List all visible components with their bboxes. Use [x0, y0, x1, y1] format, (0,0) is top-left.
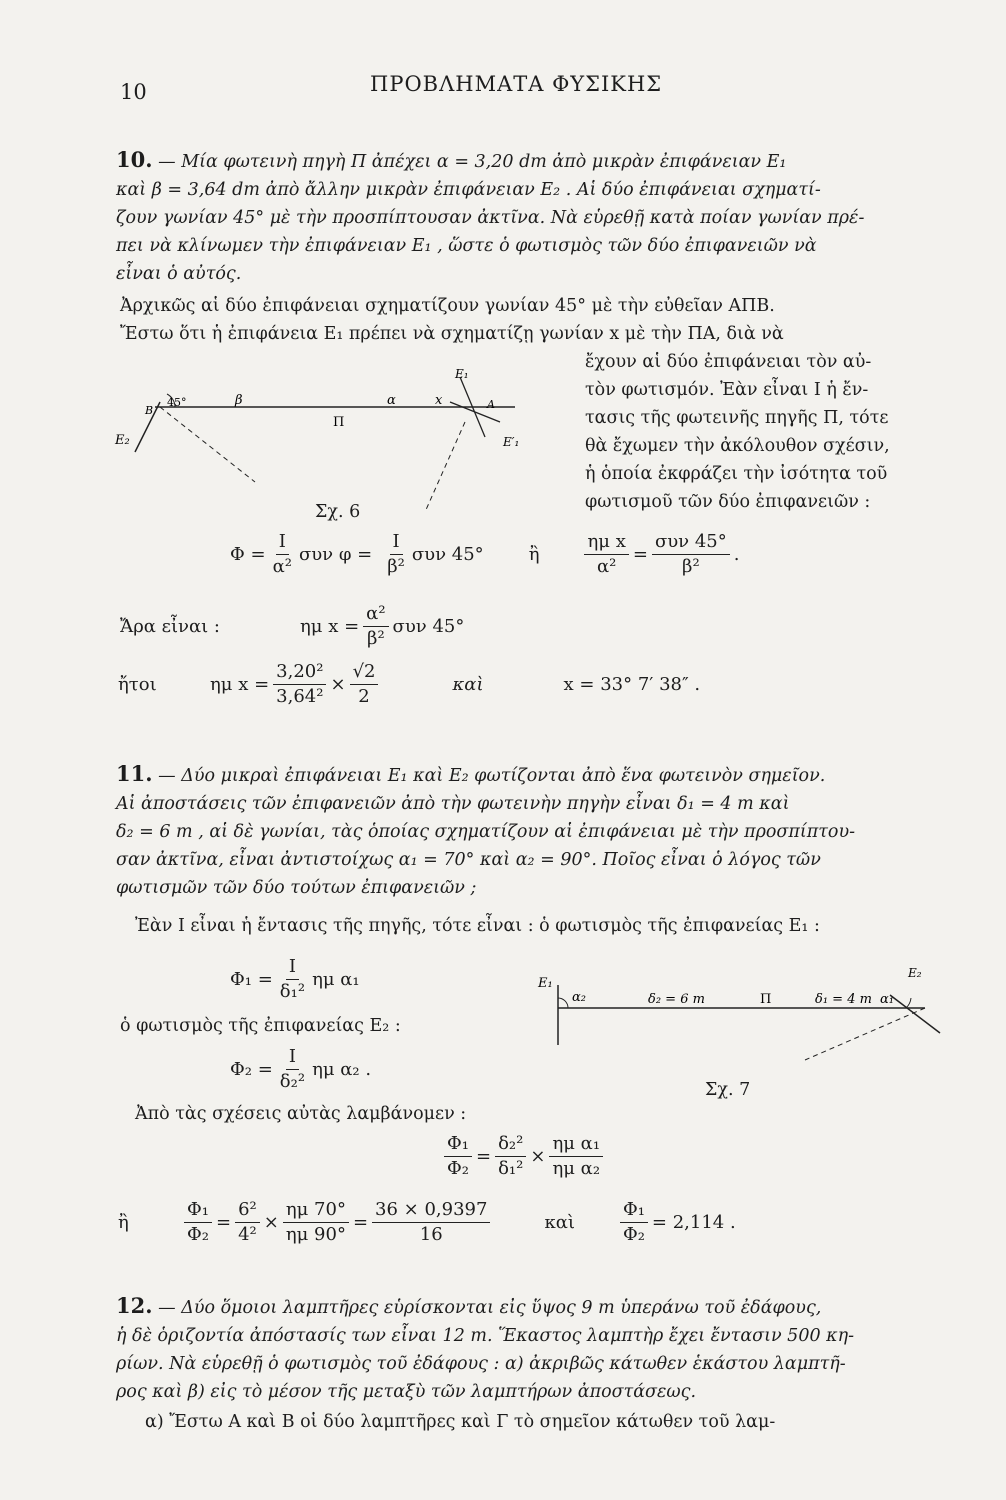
fig6-label-x: x [435, 393, 443, 408]
fig6-label-angle: 45° [167, 396, 187, 409]
fig7-label-d2: δ₂ = 6 m [648, 992, 705, 1007]
fig7-label-d1: δ₁ = 4 m [815, 992, 872, 1007]
equation-sin-x: Ἄρα εἶναι : ημ x = $\frac{\text{α²}}{\text{β²}}$ συν 45° [120, 603, 465, 649]
problem-number: 11. [116, 761, 153, 786]
fig6-label-e1-prime: E′₁ [503, 435, 520, 449]
problem-number: 10. [116, 147, 153, 172]
fig6-label-beta: β [235, 393, 243, 408]
fig7-label-pi: Π [760, 992, 772, 1007]
problem-11-from-text: Ἀπὸ τὰς σχέσεις αὐτὰς λαμβάνομεν : [135, 1104, 467, 1124]
problem-10-solution: Ἀρχικῶς αἱ δύο ἐπιφάνειαι σχηματίζουν γωνίαν 45° μὲ τὴν εὐθεῖαν ΑΠΒ. Ἔστω ὅτι ἡ ἐπιφάνεια E₁ πρέπει νὰ σχηματίζῃ γωνίαν x μὲ τὴν ΠΑ, διὰ νὰ [120, 296, 784, 344]
equation-final: ἢ $\frac{\text{Φ₁}}{\text{Φ₂}}$ = $\frac{\text{6²}}{\text{4²}}$ × $\frac{\eta\mu 70^\circ}{\eta\mu 90^\circ}$ = $\frac{36 \times 0,9397}{16}$ καὶ $\frac{\text{Φ₁}}{\text{Φ₂}}$ = 2,114 . [118, 1199, 736, 1245]
figure-6-caption: Σχ. 6 [315, 502, 361, 522]
fig7-label-e2: E₂ [908, 966, 922, 980]
problem-10-side-text: ἔχουν αἱ δύο ἐπιφάνειαι τὸν αὐ- τὸν φωτισμόν. Ἐὰν εἶναι I ἡ ἔν- τασις τῆς φωτεινῆς πηγῆς Π, τότε θὰ ἔχωμεν τὴν ἀκόλουθον σχέσιν, ἡ ὁποία ἐκφράζει τὴν ἰσότητα τοῦ φωτισμοῦ τῶν δύο ἐπιφανειῶν : [585, 352, 890, 512]
equation-ratio: $\frac{\text{Φ₁}}{\text{Φ₂}}$ = $\frac{\text{δ₂²}}{\text{δ₁²}}$ × $\frac{\text{ημ α₁}}{\text{ημ α₂}}$ [440, 1132, 607, 1181]
fig7-label-e1: E₁ [538, 976, 553, 991]
fig7-label-a1: α₁ [880, 992, 894, 1007]
fig6-label-b: B [145, 404, 154, 417]
running-title: ΠΡΟΒΛΗΜΑΤΑ ΦΥΣΙΚΗΣ [370, 72, 663, 96]
problem-10-statement: 10. — Μία φωτεινὴ πηγὴ Π ἀπέχει α = 3,20 dm ἀπὸ μικρὰν ἐπιφάνειαν E₁ καὶ β = 3,64 dm ἀπὸ ἄλλην μικρὰν ἐπιφάνειαν E₂ . Αἱ δύο ἐπιφάνειαι σχηματί- ζουν γωνίαν 45° μὲ τὴν προσπίπτουσαν ἀκτῖνα. Νὰ εὑρεθῇ κατὰ ποίαν γωνίαν πρέ- πει νὰ κλίνωμεν τὴν ἐπιφάνειαν E₁ , ὥστε ὁ φωτισμὸς τῶν δύο ἐπιφανειῶν νὰ εἶναι ὁ αὐτός. [116, 147, 865, 284]
fig6-label-a: A [487, 398, 495, 411]
equation-phi1: Φ₁ = $\frac{I}{\text{δ₁²}}$ ημ α₁ [230, 956, 360, 1002]
problem-11-mid-text: ὁ φωτισμὸς τῆς ἐπιφανείας E₂ : [120, 1016, 401, 1036]
equation-phi2: Φ₂ = $\frac{I}{\text{δ₂²}}$ ημ α₂ . [230, 1046, 372, 1092]
fig6-label-e1: E₁ [455, 367, 469, 381]
fig6-label-alpha: α [387, 393, 396, 408]
equation-numeric: ἤτοι ημ x = $\frac{\text{3,20²}}{\text{3,64²}}$ × $\frac{√2}{2}$ καὶ x = 33° 7′ 38″ . [118, 661, 701, 707]
fig6-label-pi: Π [333, 415, 345, 430]
problem-12-solution-start: α) Ἔστω Α καὶ Β οἱ δύο λαμπτῆρες καὶ Γ τὸ σημεῖον κάτωθεν τοῦ λαμ- [145, 1412, 776, 1432]
problem-11-statement: 11. — Δύο μικραὶ ἐπιφάνειαι E₁ καὶ E₂ φωτίζονται ἀπὸ ἕνα φωτεινὸν σημεῖον. Αἱ ἀποστάσεις τῶν ἐπιφανειῶν ἀπὸ τὴν φωτεινὴν πηγὴν εἶναι δ₁ = 4 m καὶ δ₂ = 6 m , αἱ δὲ γωνίαι, τὰς ὁποίας σχηματίζουν αἱ ἐπιφάνειαι μὲ τὴν προσπίπτου- σαν ἀκτῖνα, εἶναι ἀντιστοίχως α₁ = 70° καὶ α₂ = 90°. Ποῖος εἶναι ὁ λόγος τῶν φωτισμῶν τῶν δύο τούτων ἐπιφανειῶν ; [116, 761, 855, 898]
figure-7-caption: Σχ. 7 [705, 1080, 751, 1100]
fig6-label-e2: E₂ [115, 433, 130, 448]
fig7-label-a2: α₂ [572, 990, 586, 1005]
problem-number: 12. [116, 1293, 153, 1318]
equation-illumination: Φ = $\frac{I}{\text{α²}}$ συν φ = $\frac{I}{\text{β²}}$ συν 45° ἢ $\frac{\text{ημ x}}{\text{α²}}$ = $\frac{\text{συν 45°}}{\text{β²}}$ . [230, 531, 740, 577]
page-number: 10 [120, 80, 147, 104]
problem-11-solution-intro: Ἐὰν I εἶναι ἡ ἔντασις τῆς πηγῆς, τότε εἶναι : ὁ φωτισμὸς τῆς ἐπιφανείας E₁ : [135, 916, 820, 936]
figure-7 [530, 965, 960, 1075]
problem-12-statement: 12. — Δύο ὅμοιοι λαμπτῆρες εὑρίσκονται εἰς ὕψος 9 m ὑπεράνω τοῦ ἐδάφους, ἡ δὲ ὁριζοντία ἀπόστασίς των εἶναι 12 m. Ἕκαστος λαμπτὴρ ἔχει ἔντασιν 500 κη- ρίων. Νὰ εὑρεθῇ ὁ φωτισμὸς τοῦ ἐδάφους : α) ἀκριβῶς κάτωθεν ἑκάστου λαμπτῆ- ρος καὶ β) εἰς τὸ μέσον τῆς μεταξὺ τῶν λαμπτήρων ἀποστάσεως. [116, 1293, 855, 1402]
